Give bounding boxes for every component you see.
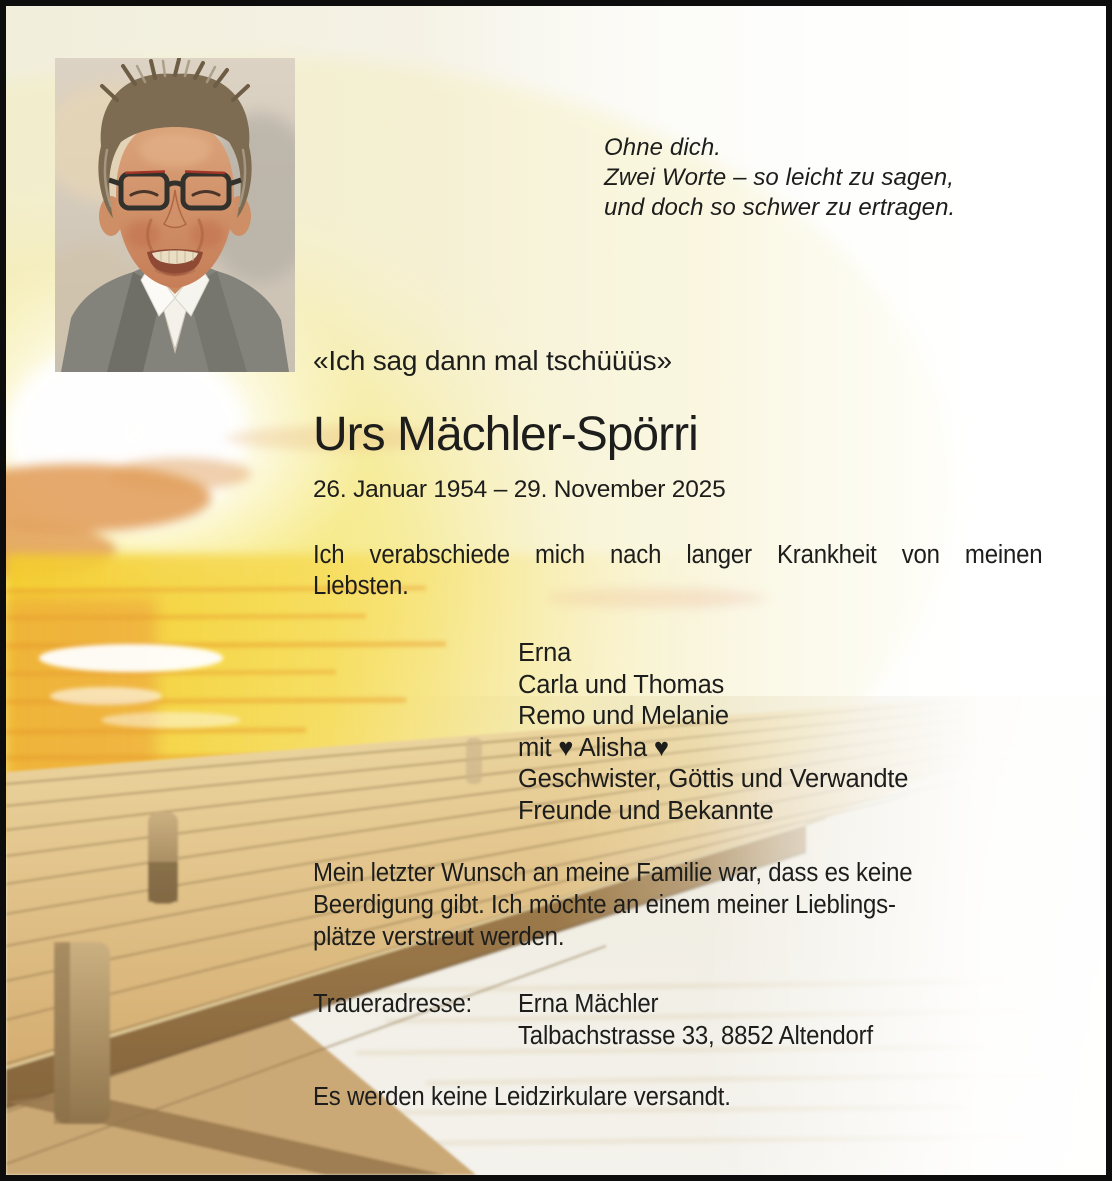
mourner-item: mit ♥ Alisha ♥ xyxy=(518,733,669,762)
last-wish-line: Beerdigung gibt. Ich möchte an einem meiner Lieblings- xyxy=(313,891,896,919)
portrait-photo xyxy=(55,58,295,372)
epigraph-line: Zwei Worte – so leicht zu sagen, xyxy=(604,164,955,191)
last-wish-line: Mein letzter Wunsch an meine Familie war, dass es keine xyxy=(313,859,913,887)
card-page xyxy=(6,6,1106,1175)
mourners-list xyxy=(518,638,908,828)
mourner-item: Carla und Thomas xyxy=(518,670,725,699)
deceased-name: Urs Mächler-Spörri xyxy=(313,408,698,461)
last-wish-paragraph xyxy=(313,857,912,953)
epigraph-line: und doch so schwer zu ertragen. xyxy=(604,194,956,221)
closing-note: Es werden keine Leidzirkulare versandt. xyxy=(313,1083,731,1111)
announcement-line: Liebsten. xyxy=(313,572,409,600)
mourning-address-street: Talbachstrasse 33, 8852 Altendorf xyxy=(518,1022,873,1050)
announcement-line: Ich verabschiede mich nach langer Krankheit von meinen xyxy=(313,541,1043,569)
mourner-item: Geschwister, Göttis und Verwandte xyxy=(518,765,909,794)
epigraph-poem xyxy=(604,133,955,223)
portrait-illustration xyxy=(55,58,295,372)
mourning-address-name: Erna Mächler xyxy=(518,990,659,1018)
mourner-item: Freunde und Bekannte xyxy=(518,796,774,825)
mourner-item: Remo und Melanie xyxy=(518,702,729,731)
life-dates: 26. Januar 1954 – 29. November 2025 xyxy=(313,476,726,503)
mourner-item: Erna xyxy=(518,639,572,667)
announcement-paragraph xyxy=(313,540,1042,602)
epigraph-line: Ohne dich. xyxy=(604,134,722,161)
mourning-address-label: Traueradresse: xyxy=(313,990,473,1018)
farewell-quote: «Ich sag dann mal tschüüüs» xyxy=(313,345,672,376)
last-wish-line: plätze verstreut werden. xyxy=(313,923,565,951)
